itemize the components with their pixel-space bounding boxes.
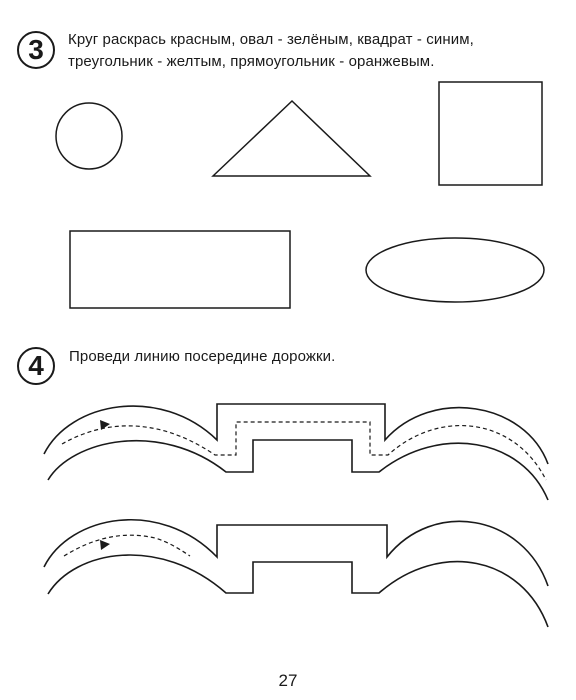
task-3-instruction-line-2: треугольник - желтым, прямоугольник - оранжевым. bbox=[68, 53, 435, 70]
task-3-number: 3 bbox=[28, 34, 44, 65]
path-1-arrow-icon bbox=[100, 420, 110, 430]
path-1-inner-border bbox=[48, 440, 548, 500]
circle-shape[interactable] bbox=[56, 103, 122, 169]
oval-shape[interactable] bbox=[366, 238, 544, 302]
triangle-shape[interactable] bbox=[213, 101, 370, 176]
task-4-instruction: Проведи линию посередине дорожки. bbox=[69, 348, 336, 365]
path-2-guide-line bbox=[64, 535, 190, 556]
path-2-arrow-icon bbox=[100, 540, 110, 550]
task-3-instruction-line-1: Круг раскрась красным, овал - зелёным, квадрат - синим, bbox=[68, 31, 474, 48]
path-1-guide-line bbox=[62, 420, 546, 480]
square-shape[interactable] bbox=[439, 82, 542, 185]
path-1-outer-border bbox=[44, 404, 548, 464]
path-1 bbox=[44, 404, 548, 500]
page-number: 27 bbox=[278, 671, 298, 690]
rectangle-shape[interactable] bbox=[70, 231, 290, 308]
path-2-inner-border bbox=[48, 555, 548, 627]
task-4-number: 4 bbox=[28, 350, 44, 381]
path-2-outer-border bbox=[44, 520, 548, 586]
